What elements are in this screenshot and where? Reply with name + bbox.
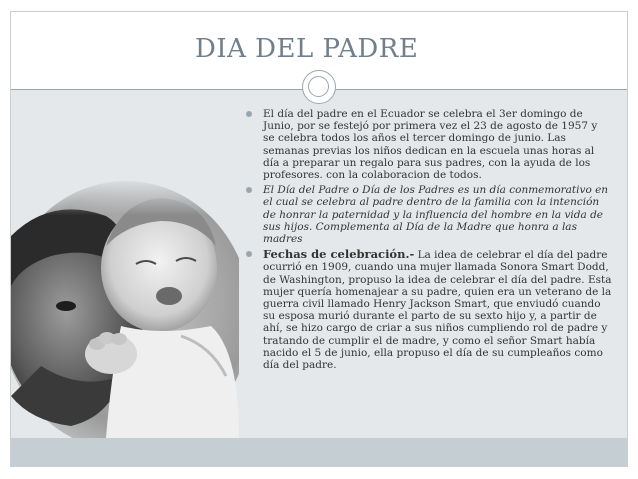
circle-ornament-inner: [308, 76, 329, 97]
bullet-dot-icon: [246, 111, 252, 117]
bullet-dot-icon: [246, 187, 252, 193]
footer-bar: [11, 438, 627, 466]
circle-ornament-icon: [302, 70, 336, 104]
bullet-lead: Fechas de celebración.-: [263, 247, 415, 262]
bullet-item: [246, 108, 612, 181]
bullet-item: [246, 248, 612, 371]
bullet-text: El Día del Padre o Día de los Padres es un día conmemorativo en el cual se celebra al padre dentro de la familia con la intención de honrar la paternidad y la influencia del hombre en la vida de sus hijos. Complementa al Día de la Madre que honra a las madres: [263, 184, 609, 246]
bullet-dot-icon: [246, 251, 252, 257]
bullet-list: [246, 108, 612, 371]
slide-title: DIA DEL PADRE: [195, 34, 419, 64]
father-baby-photo: [11, 176, 239, 438]
bullet-text: El día del padre en el Ecuador se celebra el 3er domingo de Junio, por se festejó por primera vez el 23 de agosto de 1957 y se celebra todos los años el tercer domingo de junio. Las semanas previas los niños dedican en la escuela unas horas al día a preparar un regalo para sus padres, con la ayuda de los profesores. con la colaboracion de todos.: [263, 108, 598, 182]
bullet-item: [246, 184, 612, 245]
bullet-text: La idea de celebrar el día del padre ocurrió en 1909, cuando una mujer llamada Sonora Smart Dodd, de Washington, propuso la idea de celebrar el día del padre. Esta mujer quería homenajear a su padre, quien era un veterano de la guerra civil llamado Henry Jackson Smart, que enviudó cuando su esposa murió durante el parto de su sexto hijo y, a partir de ahí, se hizo cargo de criar a sus niños cumpliendo rol de padre y tratando de cumplir el de madre, y como el señor Smart había nacido el 5 de junio, ella propuso el día de su cumpleaños como día del padre.: [263, 249, 612, 372]
